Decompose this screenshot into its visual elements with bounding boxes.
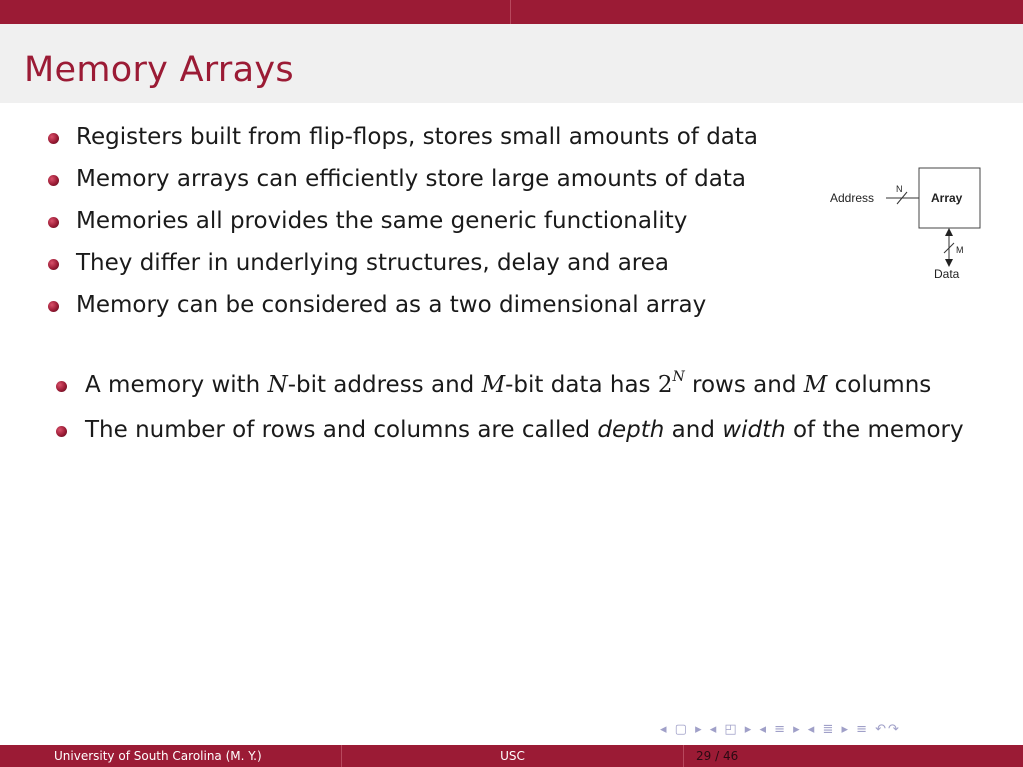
slide-title: Memory Arrays (24, 50, 294, 90)
math-var-n: N (267, 372, 288, 398)
top-bar-left (0, 0, 510, 24)
footer-author: University of South Carolina (M. Y.) (54, 749, 262, 763)
bullet-item (56, 409, 964, 451)
math-var-m: M (803, 372, 828, 398)
beamer-navigation-controls[interactable]: ◂ ▢ ▸ ◂ ◰ ▸ ◂ ≡ ▸ ◂ ≣ ▸ ≡ ↶↷ (660, 722, 901, 737)
memory-array-svg (820, 160, 990, 285)
top-bar-right (510, 0, 1023, 24)
bullet-ball-icon (48, 175, 59, 186)
bullet-item (48, 158, 758, 200)
footer-page-number: 29 / 46 (683, 745, 1023, 767)
address-label: Address (830, 191, 875, 205)
bullet-ball-icon (48, 259, 59, 270)
bullet-ball-icon (56, 426, 67, 437)
bullet-text: Registers built from flip-flops, stores small amounts of data (76, 124, 759, 150)
data-arrow-up (945, 228, 953, 236)
math-var-m: M (481, 372, 506, 398)
sub-bullet-list (56, 364, 964, 451)
bullet-item (48, 242, 758, 284)
footer-bar (0, 745, 1023, 767)
bullet-text-part: rows and (684, 372, 804, 398)
bullet-ball-icon (48, 301, 59, 312)
data-arrow-down (945, 259, 953, 267)
bullet-text: Memories all provides the same generic functionality (76, 208, 688, 234)
emphasis-width: width (722, 417, 786, 443)
data-label: Data (934, 267, 960, 281)
main-bullet-list (48, 116, 758, 326)
bullet-ball-icon (56, 381, 67, 392)
bullet-item (48, 116, 758, 158)
array-label: Array (931, 191, 963, 205)
bullet-item (48, 284, 758, 326)
bullet-text: They differ in underlying structures, delay and area (76, 250, 669, 276)
bullet-text-part: of the memory (785, 417, 964, 443)
math-base: 2 (657, 372, 673, 398)
bullet-text-part: A memory with (85, 372, 268, 398)
bullet-ball-icon (48, 217, 59, 228)
math-exponent: N (672, 369, 685, 385)
top-bar (0, 0, 1023, 24)
bullet-item (56, 364, 964, 409)
emphasis-depth: depth (597, 417, 665, 443)
bullet-text: Memory can be considered as a two dimensional array (76, 292, 707, 318)
bullet-text-part: and (664, 417, 723, 443)
n-width-label: N (896, 184, 903, 194)
bullet-text-part: columns (827, 372, 932, 398)
bullet-text-part: -bit address and (287, 372, 482, 398)
memory-array-diagram (820, 160, 990, 285)
title-bar (0, 24, 1023, 103)
m-width-label: M (956, 245, 964, 255)
bullet-ball-icon (48, 133, 59, 144)
bullet-text: Memory arrays can efficiently store large amounts of data (76, 166, 746, 192)
bullet-item (48, 200, 758, 242)
footer-institute: USC (341, 745, 683, 767)
bullet-text-part: -bit data has (505, 372, 658, 398)
bullet-text-part: The number of rows and columns are called (85, 417, 598, 443)
